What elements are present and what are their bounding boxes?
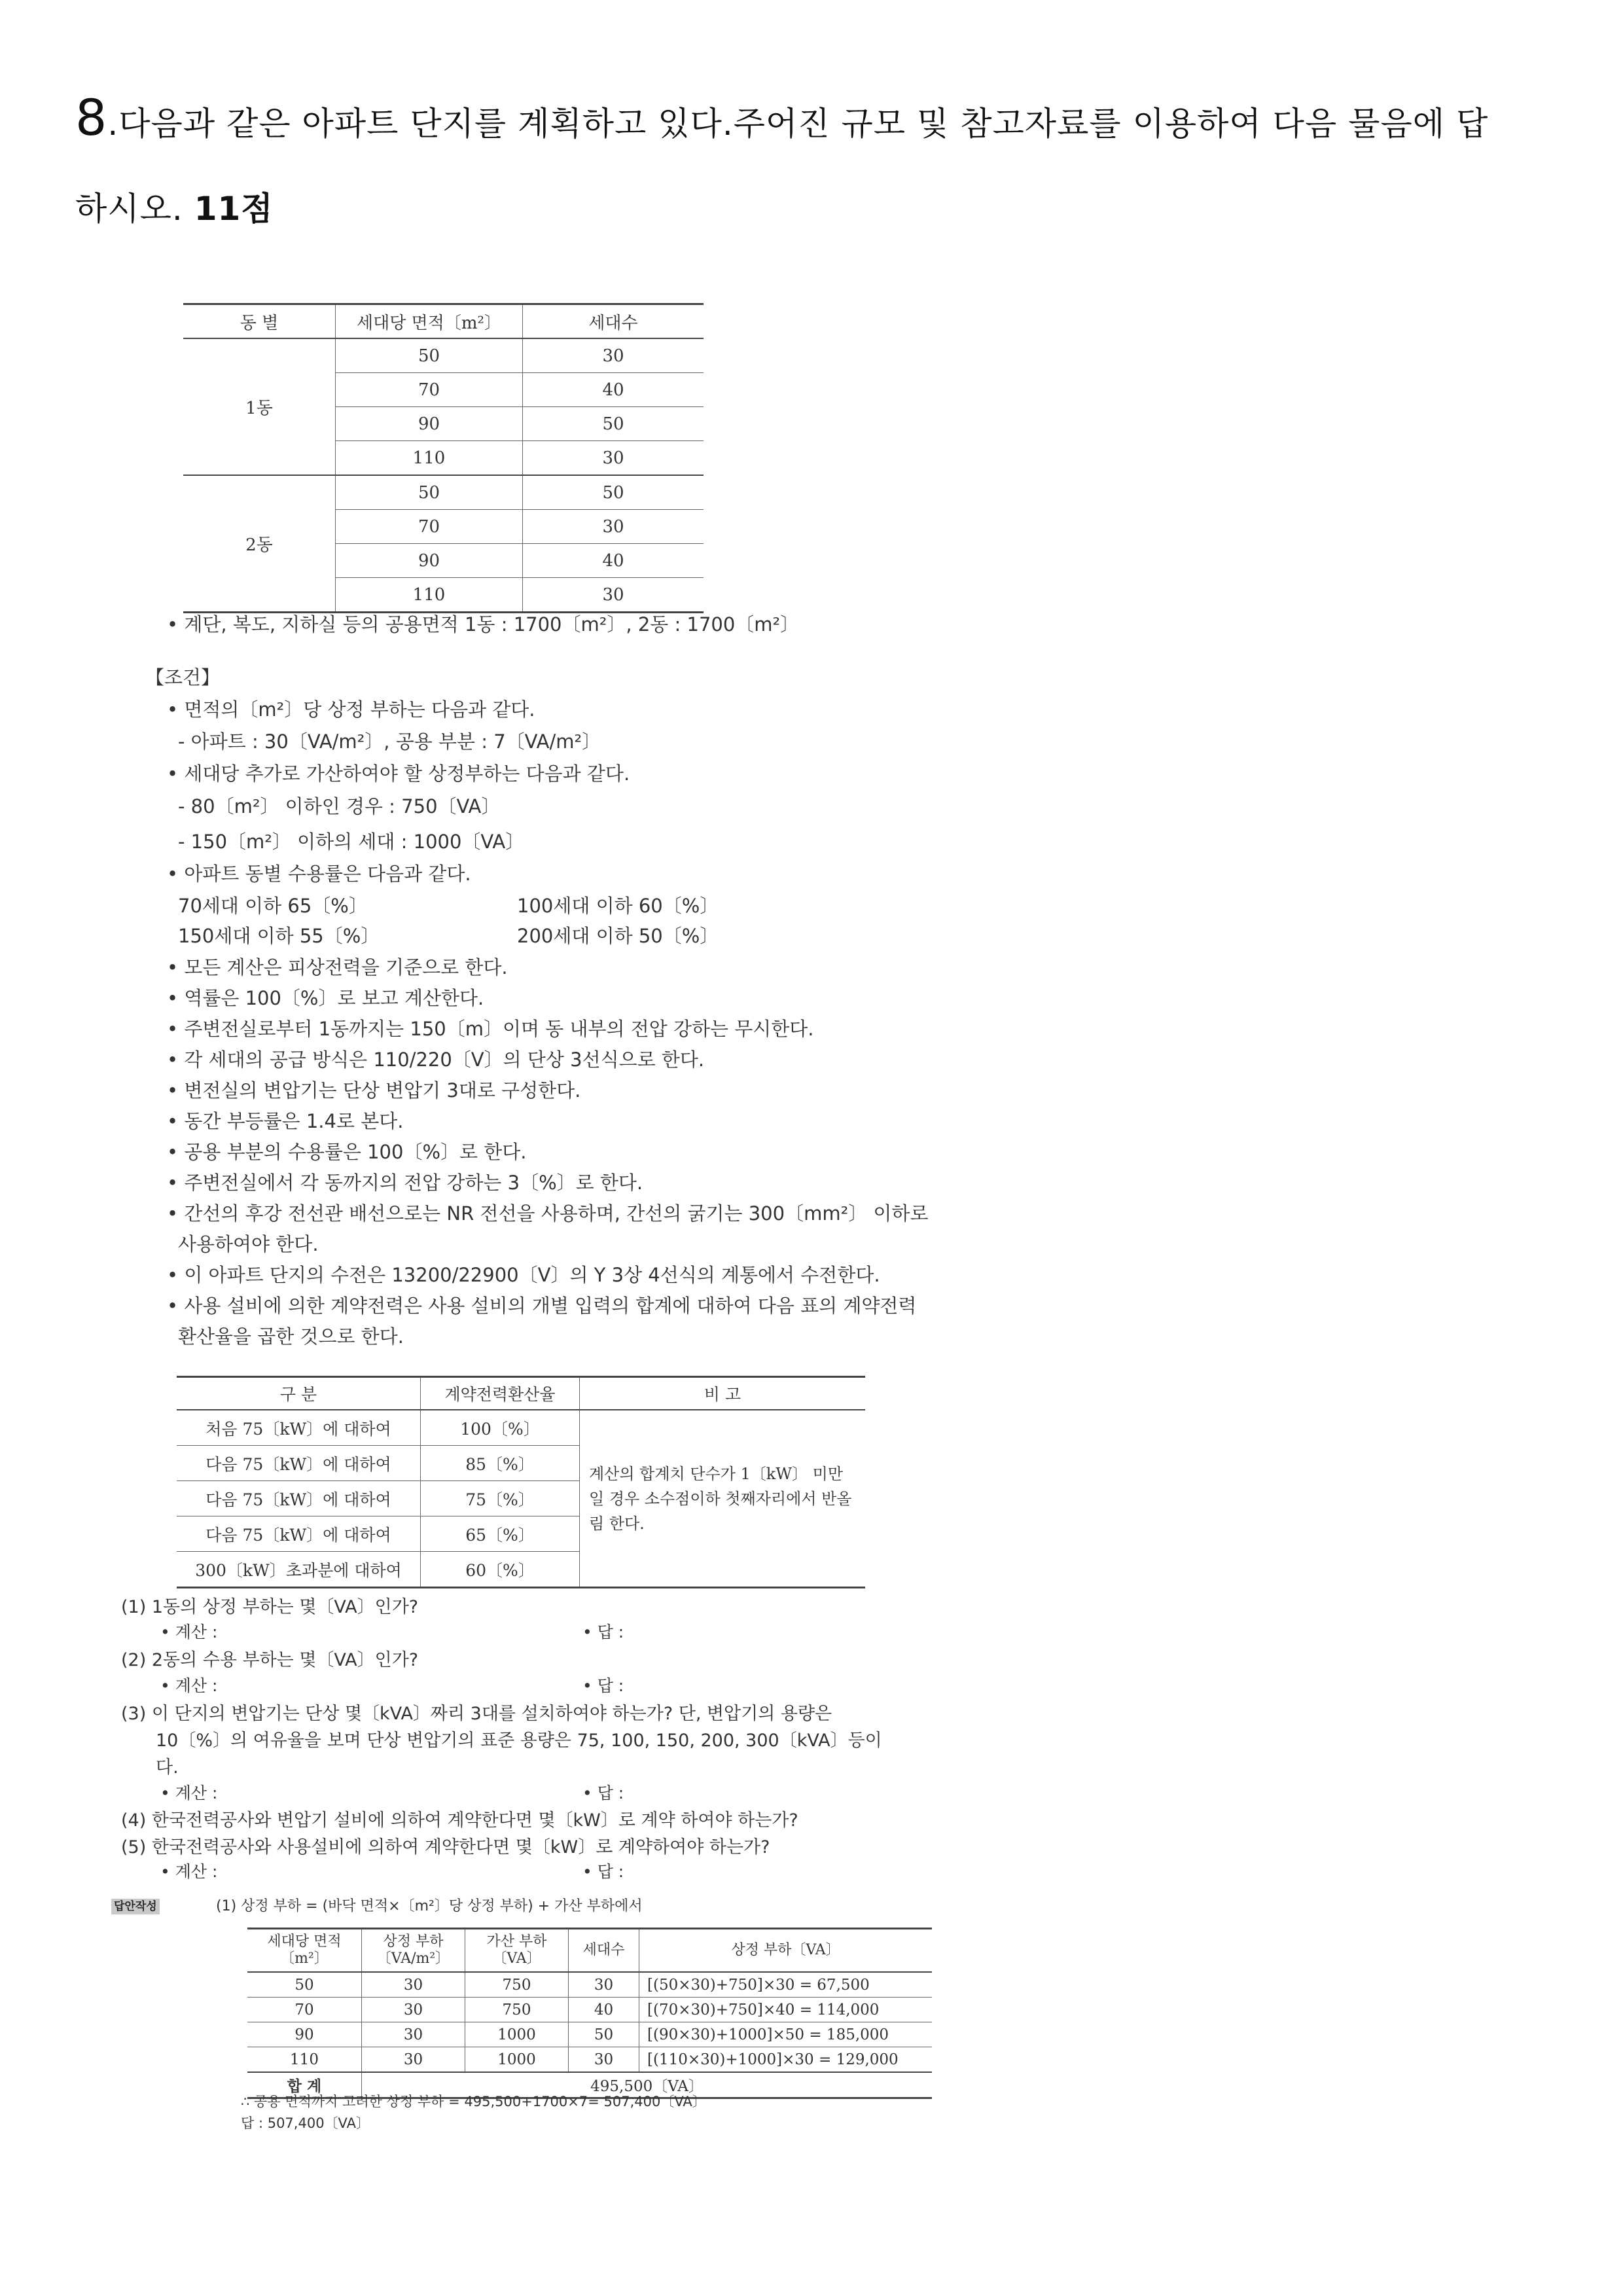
table-row (177, 1410, 865, 1446)
condition-line: - 150〔m²〕 이하의 세대 : 1000〔VA〕 (178, 831, 525, 853)
table-cell: 60〔%〕 (421, 1552, 580, 1588)
condition-line: • 면적의〔m²〕당 상정 부하는 다음과 같다. (167, 698, 535, 721)
demand-rate: 200세대 이하 50〔%〕 (517, 925, 719, 947)
condition-line: • 이 아파트 단지의 수전은 13200/22900〔V〕의 Y 3상 4선식의 계통에서 수전한다. (167, 1264, 880, 1286)
condition-line: • 간선의 후강 전선관 배선으로는 NR 전선을 사용하며, 간선의 굵기는 300〔mm²〕 이하로 (167, 1202, 929, 1225)
table-cell: 30 (362, 1972, 465, 1998)
table-row (247, 2047, 932, 2073)
contract-note: 계산의 합계치 단수가 1〔kW〕 미만일 경우 소수점이하 첫째자리에서 반올림 한다. (580, 1410, 866, 1588)
table-header: 상정 부하〔VA〕 (639, 1929, 933, 1973)
answer-badge-label: 답안작성 (111, 1899, 160, 1914)
table-cell: 70 (247, 1998, 362, 2022)
condition-line: 환산율을 곱한 것으로 한다. (178, 1325, 404, 1348)
table-header: 상정 부하〔VA/m²〕 (362, 1929, 465, 1973)
table-cell: 90 (247, 2022, 362, 2047)
table-cell: 110 (336, 578, 523, 613)
table-cell: 50 (523, 407, 704, 441)
condition-line: • 아파트 동별 수용률은 다음과 같다. (167, 863, 471, 885)
condition-line: • 공용 부분의 수용률은 100〔%〕로 한다. (167, 1141, 527, 1163)
table-row (183, 338, 704, 373)
table-cell: 90 (336, 407, 523, 441)
building-table (183, 303, 704, 613)
question-text-line2: 하시오. (75, 190, 194, 228)
table-header-row (247, 1929, 932, 1973)
table-cell: 40 (523, 544, 704, 578)
condition-line: • 주변전실로부터 1동까지는 150〔m〕이며 동 내부의 전압 강하는 무시한다. (167, 1018, 814, 1040)
total-value: 495,500〔VA〕 (362, 2072, 933, 2098)
calc-label: • 계산 : (160, 1676, 218, 1695)
answer-intro: (1) 상정 부하 = (바닥 면적×〔m²〕당 상정 부하) + 가산 부하에서 (216, 1898, 643, 1914)
demand-rate: 150세대 이하 55〔%〕 (178, 925, 380, 947)
table-cell: 30 (569, 1972, 639, 1998)
table-cell: 30 (362, 2022, 465, 2047)
table-cell: 110 (247, 2047, 362, 2073)
table-header: 세대수 (569, 1929, 639, 1973)
condition-line: - 80〔m²〕 이하인 경우 : 750〔VA〕 (178, 795, 501, 817)
table-header: 세대당 면적〔m²〕 (336, 304, 523, 339)
table-header: 비 고 (580, 1377, 866, 1410)
answer-label: • 답 : (582, 1623, 624, 1641)
calc-label: • 계산 : (160, 1784, 218, 1803)
table-cell: 40 (569, 1998, 639, 2022)
common-area-note: • 계단, 복도, 지하실 등의 공용면적 1동 : 1700〔m²〕, 2동 : 1700〔m²〕 (167, 613, 800, 636)
demand-rate: 70세대 이하 65〔%〕 (178, 895, 368, 917)
table-cell: [(70×30)+750]×40 = 114,000 (639, 1998, 933, 2022)
demand-rate: 100세대 이하 60〔%〕 (517, 895, 719, 917)
question-points: 11점 (194, 190, 274, 228)
total-label: 합 계 (247, 2072, 362, 2098)
answer-badge (111, 1897, 160, 1913)
table-cell: 110 (336, 441, 523, 476)
table-cell: 40 (523, 373, 704, 407)
table-cell: 다음 75〔kW〕에 대하여 (177, 1446, 421, 1481)
conditions-title: 【조건】 (145, 666, 221, 689)
condition-line: • 역률은 100〔%〕로 보고 계산한다. (167, 987, 484, 1009)
table-header: 계약전력환산율 (421, 1377, 580, 1410)
table-cell: 처음 75〔kW〕에 대하여 (177, 1410, 421, 1446)
table-header-row (183, 304, 704, 339)
table-cell: 다음 75〔kW〕에 대하여 (177, 1516, 421, 1552)
table-cell: 300〔kW〕초과분에 대하여 (177, 1552, 421, 1588)
question-heading (75, 75, 1567, 251)
table-cell: 30 (523, 510, 704, 544)
group-label: 1동 (183, 338, 336, 475)
question-text-line1: .다음과 같은 아파트 단지를 계획하고 있다.주어진 규모 및 참고자료를 이용하여 다음 물음에 답 (107, 105, 1489, 143)
answer-table (247, 1928, 932, 2099)
table-cell: 30 (602, 584, 624, 605)
condition-line: • 사용 설비에 의한 계약전력은 사용 설비의 개별 입력의 합계에 대하여 다음 표의 계약전력 (167, 1295, 917, 1317)
table-cell: 50 (336, 338, 523, 373)
table-cell: [(90×30)+1000]×50 = 185,000 (639, 2022, 933, 2047)
table-cell: 100〔%〕 (421, 1410, 580, 1446)
condition-line: • 모든 계산은 피상전력을 기준으로 한다. (167, 956, 508, 978)
calc-label: • 계산 : (160, 1623, 218, 1641)
sub-question-3: (3) 이 단지의 변압기는 단상 몇〔kVA〕짜리 3대를 설치하여야 하는가? 단, 변압기의 용량은 (121, 1704, 832, 1724)
table-cell: 50 (523, 475, 704, 510)
answer-conclusion: ∴ 공용 면적까지 고려한 상정 부하 = 495,500+1700×7= 507,400〔VA〕 (241, 2094, 706, 2109)
table-cell: 750 (465, 1998, 569, 2022)
table-row (183, 475, 704, 510)
table-row (247, 1998, 932, 2022)
table-cell: 750 (465, 1972, 569, 1998)
sub-question-3-line3: 다. (156, 1757, 179, 1778)
answer-label: • 답 : (582, 1862, 624, 1881)
contract-power-table (177, 1376, 865, 1588)
condition-line: • 동간 부등률은 1.4로 본다. (167, 1110, 404, 1132)
table-header: 구 분 (177, 1377, 421, 1410)
table-cell: 90 (336, 544, 523, 578)
table-row (247, 2022, 932, 2047)
answer-label: • 답 : (582, 1784, 624, 1803)
condition-line: • 세대당 추가로 가산하여야 할 상정부하는 다음과 같다. (167, 762, 630, 785)
table-cell: 1000 (465, 2022, 569, 2047)
question-number: 8 (75, 88, 108, 147)
condition-line: 사용하여야 한다. (178, 1233, 319, 1255)
answer-final: 답 : 507,400〔VA〕 (241, 2115, 370, 2131)
sub-question-5: (5) 한국전력공사와 사용설비에 의하여 계약한다면 몇〔kW〕로 계약하여야 하는가? (121, 1837, 770, 1857)
table-cell: 50 (336, 475, 523, 510)
table-header-row (177, 1377, 865, 1410)
table-cell: 다음 75〔kW〕에 대하여 (177, 1481, 421, 1516)
table-header: 동 별 (183, 304, 336, 339)
table-cell: [(110×30)+1000]×30 = 129,000 (639, 2047, 933, 2073)
table-cell: 85〔%〕 (421, 1446, 580, 1481)
table-cell: 1000 (465, 2047, 569, 2073)
table-cell: 50 (247, 1972, 362, 1998)
table-cell: 30 (523, 441, 704, 476)
table-cell: 50 (569, 2022, 639, 2047)
table-cell: 30 (569, 2047, 639, 2073)
condition-line: • 주변전실에서 각 동까지의 전압 강하는 3〔%〕로 한다. (167, 1172, 643, 1194)
table-cell: 70 (336, 510, 523, 544)
table-cell: 30 (362, 1998, 465, 2022)
table-cell: [(50×30)+750]×30 = 67,500 (639, 1972, 933, 1998)
sub-question-2: (2) 2동의 수용 부하는 몇〔VA〕인가? (121, 1650, 419, 1670)
table-cell: 30 (523, 338, 704, 373)
condition-line: • 변전실의 변압기는 단상 변압기 3대로 구성한다. (167, 1079, 581, 1102)
table-row (247, 1972, 932, 1998)
sub-question-1: (1) 1동의 상정 부하는 몇〔VA〕인가? (121, 1597, 419, 1617)
answer-label: • 답 : (582, 1676, 624, 1695)
sub-question-4: (4) 한국전력공사와 변압기 설비에 의하여 계약한다면 몇〔kW〕로 계약 하여야 하는가? (121, 1810, 798, 1831)
condition-line: • 각 세대의 공급 방식은 110/220〔V〕의 단상 3선식으로 한다. (167, 1049, 705, 1071)
group-label: 2동 (183, 475, 336, 613)
table-cell: 30 (362, 2047, 465, 2073)
table-header: 세대당 면적〔m²〕 (247, 1929, 362, 1973)
table-header: 가산 부하〔VA〕 (465, 1929, 569, 1973)
table-cell: 70 (336, 373, 523, 407)
table-cell: 65〔%〕 (421, 1516, 580, 1552)
sub-question-3-line2: 10〔%〕의 여유율을 보며 단상 변압기의 표준 용량은 75, 100, 150, 200, 300〔kVA〕등이 (156, 1731, 882, 1751)
table-cell: 75〔%〕 (421, 1481, 580, 1516)
condition-line: - 아파트 : 30〔VA/m²〕, 공용 부분 : 7〔VA/m²〕 (178, 730, 601, 753)
table-header: 세대수 (523, 304, 704, 339)
calc-label: • 계산 : (160, 1862, 218, 1881)
